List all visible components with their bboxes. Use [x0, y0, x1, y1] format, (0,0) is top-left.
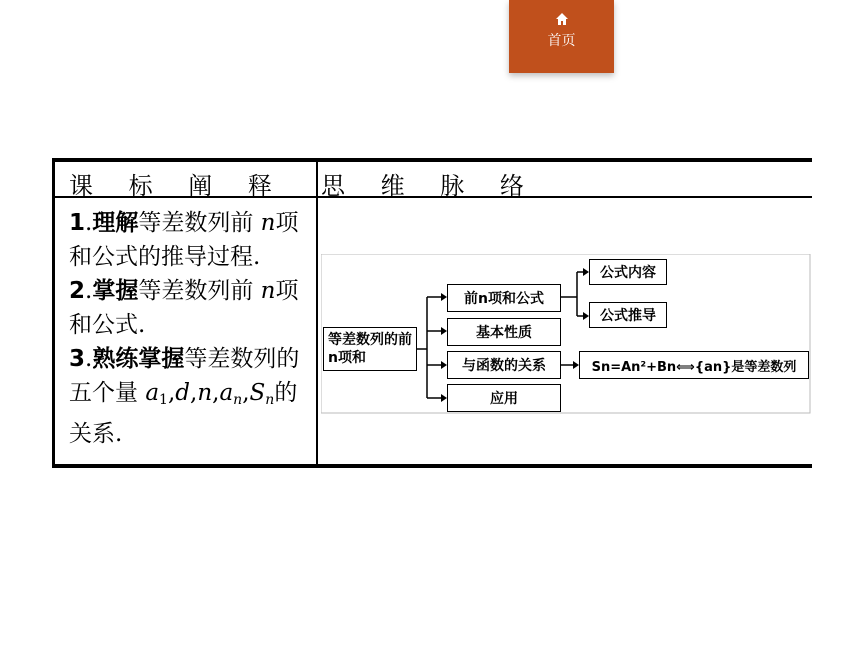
objective-1: 1.理解等差数列前 n项和公式的推导过程. [69, 210, 299, 270]
root-node: 等差数列的前n项和 [323, 327, 417, 371]
home-label: 首页 [547, 33, 576, 49]
objectives-table [52, 158, 812, 468]
table-header-row [55, 162, 812, 198]
column-divider [316, 162, 318, 464]
header-curriculum: 课 标 阐 释 [69, 172, 286, 200]
home-icon [555, 12, 569, 26]
header-mind-map: 思 维 脉 络 [321, 172, 538, 200]
branch-sum-formula: 前n项和公式 [447, 284, 561, 312]
home-button[interactable] [509, 0, 614, 73]
objective-3: 3.熟练掌握等差数列的五个量 $a_1,d,n,a_n,S_n$的关系. [69, 346, 300, 447]
branch-function-relation: 与函数的关系 [447, 351, 561, 379]
objective-2: 2.掌握等差数列前 n项和公式. [69, 278, 299, 338]
branch-basic-properties: 基本性质 [447, 318, 561, 346]
branch-application: 应用 [447, 384, 561, 412]
sub-branch-formula-derivation: 公式推导 [589, 302, 667, 328]
mind-map-diagram [321, 254, 811, 414]
objectives-list [69, 206, 309, 451]
sub-branch-formula-content: 公式内容 [589, 259, 667, 285]
function-relation-formula: Sn=An²+Bn⟺{an}是等差数列 [579, 351, 809, 379]
